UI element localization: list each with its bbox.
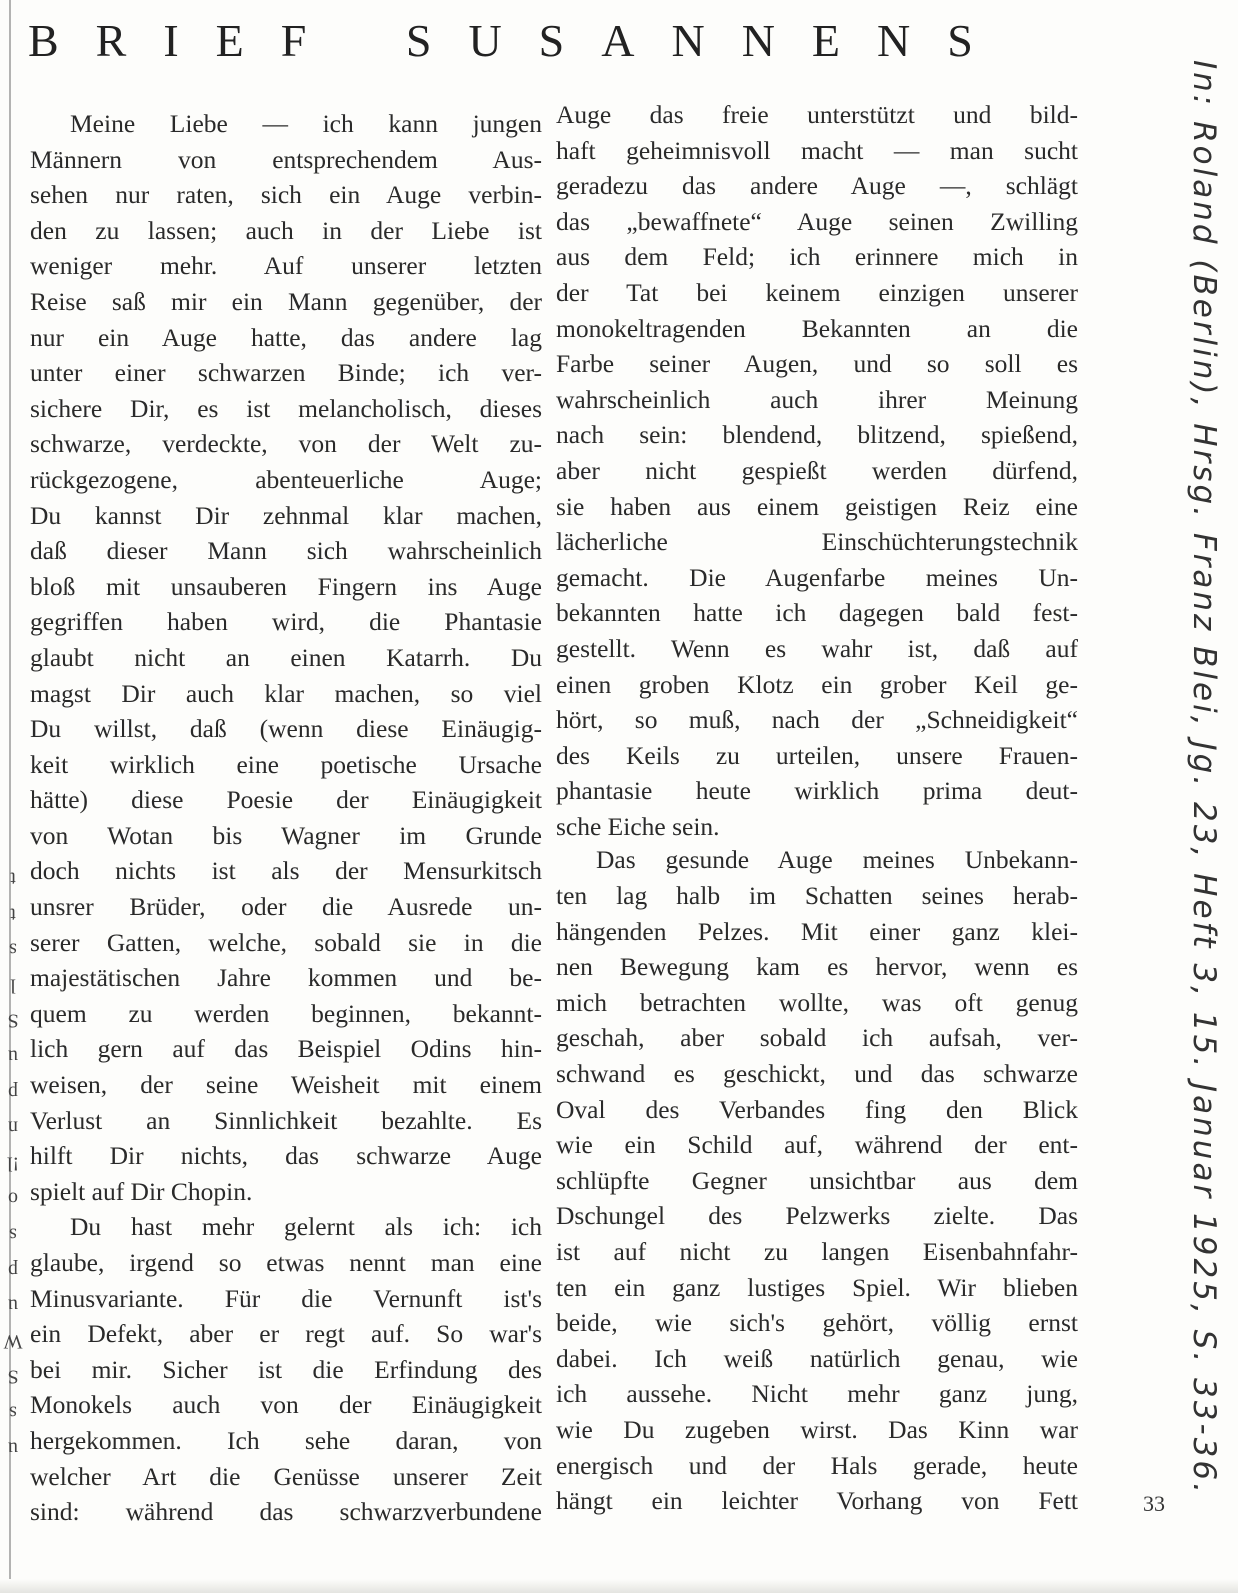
page-number: 33: [1143, 1491, 1165, 1516]
text-line: hätte) diese Poesie der Einäugigkeit: [30, 785, 542, 815]
margin-fragment: u: [8, 1437, 18, 1460]
margin-fragment: s: [9, 1401, 17, 1424]
text-line: schwand es geschickt, und das schwarze: [556, 1059, 1078, 1089]
margin-fragment: l: [10, 974, 16, 997]
text-line: unter einer schwarzen Binde; ich ver-: [30, 358, 542, 388]
text-line: spielt auf Dir Chopin.: [30, 1176, 253, 1206]
text-line: serer Gatten, welche, sobald sie in die: [30, 927, 542, 957]
text-line: einen groben Klotz ein grober Keil ge-: [556, 669, 1078, 699]
text-line: aber nicht gespießt werden dürfend,: [556, 455, 1078, 485]
text-line: ten ein ganz lustiges Spiel. Wir blieben: [556, 1272, 1078, 1302]
text-line: Oval des Verbandes fing den Blick: [556, 1094, 1078, 1124]
text-line: dabei. Ich weiß natürlich genau, wie: [556, 1343, 1078, 1373]
text-line: geradezu das andere Auge —, schlägt: [556, 171, 1078, 201]
text-line: keit wirklich eine poetische Ursache: [30, 749, 542, 779]
text-line: Reise saß mir ein Mann gegenüber, der: [30, 286, 542, 316]
text-line: von Wotan bis Wagner im Grunde: [30, 820, 542, 850]
text-line: monokeltragenden Bekannten an die: [556, 313, 1078, 343]
text-line: Monokels auch von der Einäugigkeit: [30, 1390, 542, 1420]
text-line: Dschungel des Pelzwerks zielte. Das: [556, 1201, 1078, 1231]
text-line: Du kannst Dir zehnmal klar machen,: [30, 500, 542, 530]
text-line: weniger mehr. Auf unserer letzten: [30, 251, 542, 281]
article-title: BRIEF SUSANNENS: [28, 15, 1010, 66]
margin-fragment: u: [8, 1045, 18, 1068]
previous-page-fragments: [0, 860, 26, 1465]
text-line: Das gesunde Auge meines Unbekann-: [596, 845, 1078, 875]
text-line: hergekommen. Ich sehe daran, von: [30, 1425, 542, 1455]
margin-fragment: u: [8, 1294, 18, 1317]
text-line: Farbe seiner Augen, und so soll es: [556, 349, 1078, 379]
text-line: magst Dir auch klar machen, so viel: [30, 678, 542, 708]
text-line: glaube, irgend so etwas nennt man eine: [30, 1248, 542, 1277]
text-column-left: [30, 106, 542, 1530]
margin-fragment: W: [3, 1330, 23, 1353]
text-line: unsrer Brüder, oder die Ausrede un-: [30, 892, 542, 922]
text-line: Auge das freie unterstützt und bild-: [556, 100, 1078, 129]
text-line: bekannten hatte ich dagegen bald fest-: [556, 598, 1078, 628]
text-line: hängt ein leichter Vorhang von Fett: [556, 1486, 1078, 1516]
text-line: wie Du zugeben wirst. Das Kinn war: [556, 1414, 1078, 1444]
text-line: hört, so muß, nach der „Schneidigkeit“: [556, 705, 1078, 735]
text-line: haft geheimnisvoll macht — man sucht: [556, 135, 1078, 165]
text-line: lächerliche Einschüchterungstechnik: [556, 527, 1078, 557]
text-line: sind: während das schwarzverbundene: [30, 1497, 542, 1527]
text-line: sche Eiche sein.: [556, 811, 720, 841]
text-line: daß dieser Mann sich wahrscheinlich: [30, 536, 542, 566]
text-line: sichere Dir, es ist melancholisch, dieses: [30, 393, 542, 423]
text-line: Meine Liebe — ich kann jungen: [70, 109, 542, 138]
text-line: majestätischen Jahre kommen und be-: [30, 963, 542, 993]
text-line: Du hast mehr gelernt als ich: ich: [70, 1212, 542, 1242]
margin-fragment: !l: [6, 1152, 20, 1175]
margin-fragment: n: [8, 1116, 18, 1139]
text-line: aus dem Feld; ich erinnere mich in: [556, 242, 1078, 272]
text-line: ich aussehe. Nicht mehr ganz jung,: [556, 1379, 1078, 1409]
text-line: Verlust an Sinnlichkeit bezahlte. Es: [30, 1105, 542, 1135]
text-line: beide, wie sich's gehört, völlig ernst: [556, 1308, 1078, 1338]
text-line: wahrscheinlich auch ihrer Meinung: [556, 384, 1078, 414]
margin-fragment: S: [7, 1365, 19, 1388]
text-line: gegriffen haben wird, die Phantasie: [30, 607, 542, 637]
text-line: der Tat bei keinem einzigen unserer: [556, 277, 1078, 307]
text-line: bloß mit unsauberen Fingern ins Auge: [30, 571, 542, 601]
text-line: sehen nur raten, sich ein Auge verbin-: [30, 180, 542, 210]
text-line: lich gern auf das Beispiel Odins hin-: [30, 1034, 542, 1064]
margin-fragment: o: [8, 1187, 18, 1210]
margin-fragment: t: [10, 903, 16, 926]
text-line: geschah, aber sobald ich aufsah, ver-: [556, 1023, 1078, 1053]
text-line: schwarze, verdeckte, von der Welt zu-: [30, 429, 542, 459]
text-line: Männern von entsprechendem Aus-: [30, 144, 542, 174]
text-line: ein Defekt, aber er regt auf. So war's: [30, 1319, 542, 1349]
text-column-right: [556, 97, 1078, 1519]
text-line: schlüpfte Gegner unsichtbar aus dem: [556, 1165, 1078, 1195]
text-line: ten lag halb im Schatten seines herab-: [556, 881, 1078, 911]
text-line: wie ein Schild auf, während der ent-: [556, 1130, 1078, 1160]
text-line: sie haben aus einem geistigen Reiz eine: [556, 491, 1078, 521]
margin-fragment: p: [8, 1081, 18, 1104]
scan-bottom-shadow: [0, 1579, 1238, 1593]
text-line: das „bewaffnete“ Auge seinen Zwilling: [556, 206, 1078, 236]
text-line: den zu lassen; auch in der Liebe ist: [30, 215, 542, 245]
text-line: Minusvariante. Für die Vernunft ist's: [30, 1283, 542, 1313]
text-line: mich betrachten wollte, was oft genug: [556, 987, 1078, 1017]
text-line: nach sein: blendend, blitzend, spießend,: [556, 420, 1078, 450]
text-line: hängenden Pelzes. Mit einer ganz klei-: [556, 916, 1078, 946]
text-line: rückgezogene, abenteuerliche Auge;: [30, 464, 542, 494]
handwritten-citation-note: In: Roland (Berlin), Hrsg. Franz Blei, Jg. 23, Heft 3, 15. Januar 1925, S. 33-36.: [1186, 60, 1222, 1496]
text-line: quem zu werden beginnen, bekannt-: [30, 998, 542, 1028]
text-line: nen Bewegung kam es hervor, wenn es: [556, 952, 1078, 982]
text-line: Du willst, daß (wenn diese Einäugig-: [30, 714, 542, 744]
text-line: welcher Art die Genüsse unserer Zeit: [30, 1461, 542, 1491]
text-line: doch nichts ist als der Mensurkitsch: [30, 856, 542, 886]
margin-fragment: s: [9, 1223, 17, 1246]
text-line: nur ein Auge hatte, das andere lag: [30, 322, 542, 352]
text-line: ist auf nicht zu langen Eisenbahnfahr-: [556, 1237, 1078, 1266]
margin-fragment: p: [8, 1259, 18, 1282]
text-line: hilft Dir nichts, das schwarze Auge: [30, 1141, 542, 1171]
margin-fragment: s: [9, 938, 17, 961]
text-line: gestellt. Wenn es wahr ist, daß auf: [556, 633, 1078, 663]
text-line: bei mir. Sicher ist die Erfindung des: [30, 1354, 542, 1384]
margin-fragment: S: [7, 1009, 19, 1032]
margin-fragment: t: [10, 867, 16, 890]
text-line: energisch und der Hals gerade, heute: [556, 1450, 1078, 1480]
text-line: phantasie heute wirklich prima deut-: [556, 776, 1078, 806]
text-line: weisen, der seine Weisheit mit einem: [30, 1070, 542, 1100]
text-line: glaubt nicht an einen Katarrh. Du: [30, 642, 542, 672]
text-line: gemacht. Die Augenfarbe meines Un-: [556, 562, 1078, 592]
text-line: des Keils zu urteilen, unsere Frauen-: [556, 740, 1078, 770]
